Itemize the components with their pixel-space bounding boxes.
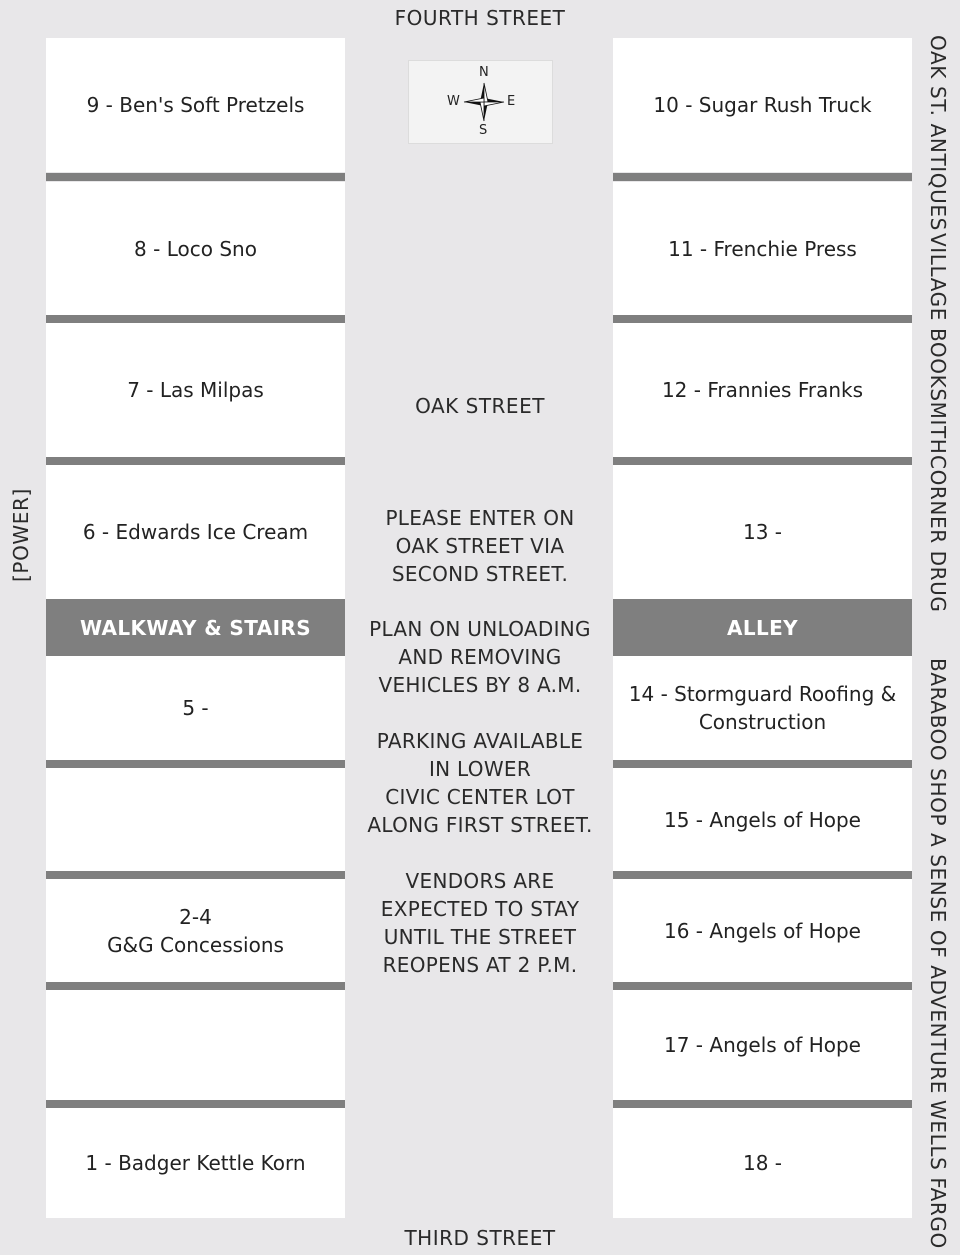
- walkway-stairs-band: WALKWAY & STAIRS: [46, 599, 345, 656]
- stall-divider: [613, 315, 912, 323]
- alley-band: ALLEY: [613, 599, 912, 656]
- business-village-booksmith: VILLAGE BOOKSMITH: [926, 233, 950, 455]
- stall-16: 16 - Angels of Hope: [613, 879, 912, 982]
- stall-divider: [613, 760, 912, 768]
- stall-17: 17 - Angels of Hope: [613, 990, 912, 1100]
- stall-divider: [46, 1100, 345, 1108]
- stall-1: 1 - Badger Kettle Korn: [46, 1108, 345, 1218]
- stall-6: 6 - Edwards Ice Cream: [46, 465, 345, 599]
- oak-street-label: OAK STREET: [415, 394, 545, 418]
- stall-7: 7 - Las Milpas: [46, 323, 345, 457]
- third-street-label: THIRD STREET: [404, 1226, 556, 1250]
- business-baraboo-shop: BARABOO SHOP: [926, 658, 950, 827]
- stall-divider: [46, 173, 345, 181]
- business-wells-fargo: WELLS FARGO: [926, 1100, 950, 1249]
- stall-11: 11 - Frenchie Press: [613, 182, 912, 315]
- instruction-stay: VENDORS ARE EXPECTED TO STAY UNTIL THE STREET REOPENS AT 2 P.M.: [380, 869, 580, 977]
- power-label: [POWER]: [9, 488, 33, 582]
- stall-divider: [46, 760, 345, 768]
- stall-divider: [46, 871, 345, 879]
- fourth-street-label: FOURTH STREET: [394, 6, 566, 30]
- stall-10: 10 - Sugar Rush Truck: [613, 38, 912, 172]
- stall-divider: [613, 1100, 912, 1108]
- business-oak-st-antiques: OAK ST. ANTIQUES: [926, 35, 950, 231]
- stall-divider: [46, 457, 345, 465]
- stall-blank-upper: [46, 768, 345, 871]
- stall-2-4: 2-4 G&G Concessions: [46, 879, 345, 982]
- stall-divider: [613, 457, 912, 465]
- stall-9: 9 - Ben's Soft Pretzels: [46, 38, 345, 172]
- compass-west: W: [447, 94, 460, 109]
- stall-divider: [613, 982, 912, 990]
- instruction-entry: PLEASE ENTER ON OAK STREET VIA SECOND STREET.: [385, 506, 575, 586]
- stall-13: 13 -: [613, 465, 912, 599]
- stall-14: 14 - Stormguard Roofing & Construction: [613, 656, 912, 760]
- stall-divider: [613, 871, 912, 879]
- compass-east: E: [507, 94, 516, 109]
- stall-blank-lower: [46, 990, 345, 1100]
- business-corner-drug: CORNER DRUG: [926, 455, 950, 613]
- stall-15: 15 - Angels of Hope: [613, 768, 912, 871]
- instruction-unloading: PLAN ON UNLOADING AND REMOVING VEHICLES BY 8 A.M.: [369, 617, 591, 697]
- stall-12: 12 - Frannies Franks: [613, 323, 912, 457]
- stall-divider: [46, 982, 345, 990]
- stall-divider: [613, 173, 912, 181]
- instruction-parking: PARKING AVAILABLE IN LOWER CIVIC CENTER LOT ALONG FIRST STREET.: [367, 729, 593, 837]
- stall-18: 18 -: [613, 1108, 912, 1218]
- business-a-sense-of-adventure: A SENSE OF ADVENTURE: [926, 833, 950, 1095]
- compass-north: N: [479, 65, 489, 80]
- stall-divider: [46, 315, 345, 323]
- compass-south: S: [479, 123, 488, 138]
- stall-5: 5 -: [46, 656, 345, 760]
- compass: [408, 60, 553, 144]
- stall-8: 8 - Loco Sno: [46, 182, 345, 315]
